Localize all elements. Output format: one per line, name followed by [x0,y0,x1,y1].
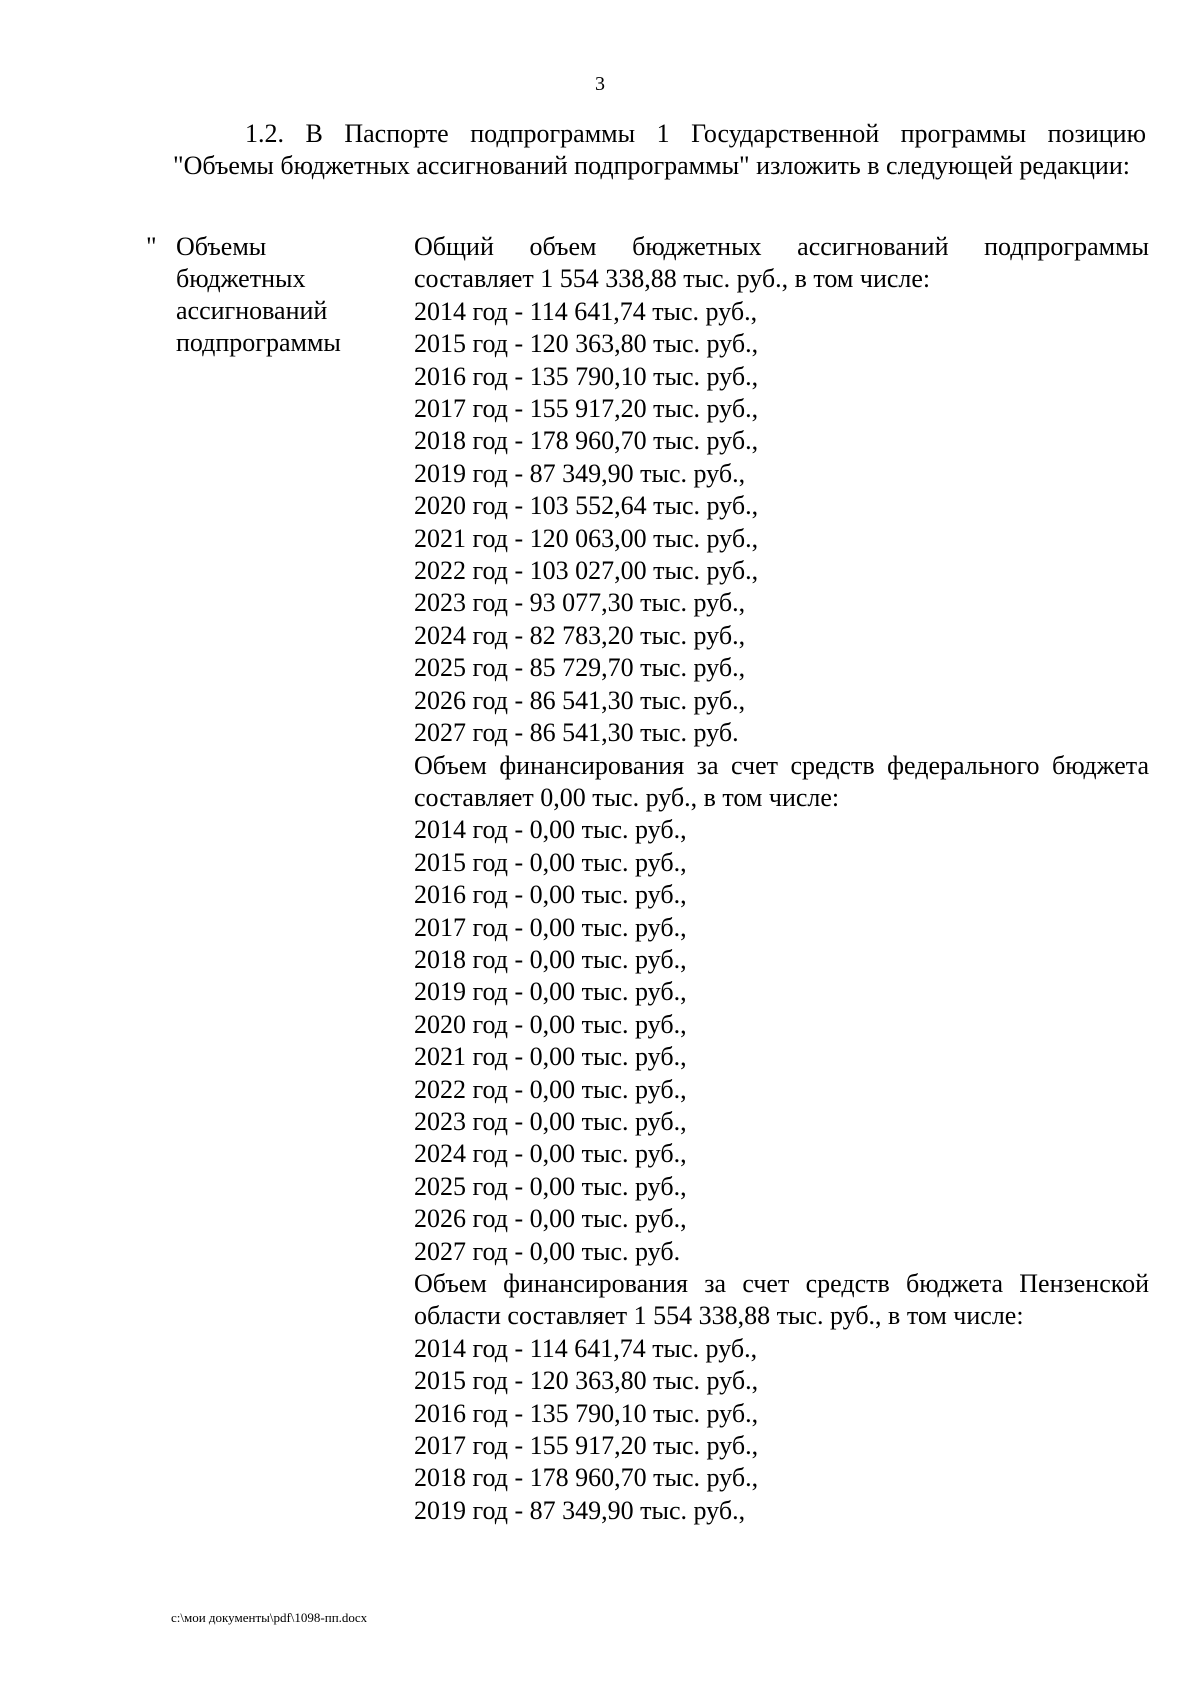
federal-years-list [414,814,1149,1268]
year-amount-line: 2020 год - 0,00 тыс. руб., [414,1009,687,1039]
year-amount-line: 2024 год - 82 783,20 тыс. руб., [414,620,746,650]
year-amount-line: 2015 год - 0,00 тыс. руб., [414,847,687,877]
federal-heading: Объем финансирования за счет средств федерального бюджета составляет 0,00 тыс. руб., в том числе: [414,750,1149,812]
left-label-line: бюджетных [176,264,306,293]
regional-heading: Объем финансирования за счет средств бюджета Пензенской области составляет 1 554 338,88 тыс. руб., в том числе: [414,1269,1149,1331]
year-amount-line: 2022 год - 103 027,00 тыс. руб., [414,556,759,586]
year-amount-line: 2017 год - 155 917,20 тыс. руб., [414,1431,759,1461]
year-amount-line: 2019 год - 0,00 тыс. руб., [414,977,687,1007]
year-amount-line: 2018 год - 178 960,70 тыс. руб., [414,1463,759,1493]
total-years-list [414,296,1149,750]
year-amount-line: 2018 год - 178 960,70 тыс. руб., [414,426,759,456]
intro-paragraph: 1.2. В Паспорте подпрограммы 1 Государственной программы позицию "Объемы бюджетных ассигнований подпрограммы" изложить в следующей редакции: [173,119,1146,180]
total-heading: Общий объем бюджетных ассигнований подпрограммы составляет 1 554 338,88 тыс. руб., в том числе: [414,232,1149,294]
year-amount-line: 2017 год - 155 917,20 тыс. руб., [414,394,759,424]
year-amount-line: 2016 год - 135 790,10 тыс. руб., [414,1398,759,1428]
year-amount-line: 2017 год - 0,00 тыс. руб., [414,912,687,942]
year-amount-line: 2026 год - 0,00 тыс. руб., [414,1204,687,1234]
year-amount-line: 2015 год - 120 363,80 тыс. руб., [414,329,759,359]
year-amount-line: 2023 год - 93 077,30 тыс. руб., [414,588,746,618]
year-amount-line: 2020 год - 103 552,64 тыс. руб., [414,491,759,521]
year-amount-line: 2014 год - 114 641,74 тыс. руб., [414,296,758,326]
footer-file-path: c:\мои документы\pdf\1098-пп.docx [171,1610,368,1625]
year-amount-line: 2016 год - 135 790,10 тыс. руб., [414,361,759,391]
left-label-line: ассигнований [176,296,328,325]
year-amount-line: 2014 год - 114 641,74 тыс. руб., [414,1333,758,1363]
year-amount-line: 2027 год - 0,00 тыс. руб. [414,1236,681,1266]
year-amount-line: 2018 год - 0,00 тыс. руб., [414,944,687,974]
year-amount-line: 2024 год - 0,00 тыс. руб., [414,1139,687,1169]
year-amount-line: 2021 год - 120 063,00 тыс. руб., [414,523,759,553]
year-amount-line: 2025 год - 0,00 тыс. руб., [414,1171,687,1201]
year-amount-line: 2016 год - 0,00 тыс. руб., [414,880,687,910]
funding-details [414,231,1149,1527]
year-amount-line: 2015 год - 120 363,80 тыс. руб., [414,1366,759,1396]
year-amount-line: 2027 год - 86 541,30 тыс. руб. [414,718,739,748]
year-amount-line: 2026 год - 86 541,30 тыс. руб., [414,685,746,715]
year-amount-line: 2023 год - 0,00 тыс. руб., [414,1106,687,1136]
year-amount-line: 2022 год - 0,00 тыс. руб., [414,1074,687,1104]
open-quote-mark: " [146,232,157,261]
left-label-line: подпрограммы [176,328,341,357]
year-amount-line: 2021 год - 0,00 тыс. руб., [414,1042,687,1072]
left-label [176,231,396,359]
year-amount-line: 2025 год - 85 729,70 тыс. руб., [414,653,746,683]
year-amount-line: 2014 год - 0,00 тыс. руб., [414,815,687,845]
left-label-line: Объемы [176,232,267,261]
page-number: 3 [595,73,605,95]
regional-years-list [414,1333,1149,1527]
year-amount-line: 2019 год - 87 349,90 тыс. руб., [414,1495,746,1525]
year-amount-line: 2019 год - 87 349,90 тыс. руб., [414,458,746,488]
